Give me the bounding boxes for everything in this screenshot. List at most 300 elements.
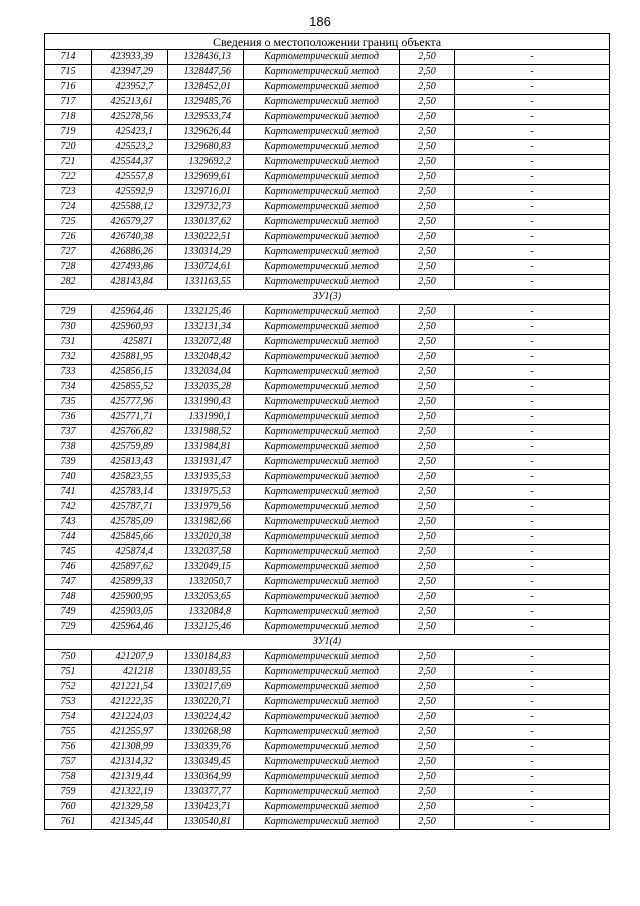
y-coordinate-cell: 1332131,34 [168, 320, 244, 335]
description-cell: - [455, 425, 610, 440]
method-cell: Картометрический метод [244, 380, 400, 395]
accuracy-cell: 2,50 [400, 620, 455, 635]
point-number-cell: 721 [45, 155, 92, 170]
method-cell: Картометрический метод [244, 230, 400, 245]
x-coordinate-cell: 425544,37 [92, 155, 168, 170]
x-coordinate-cell: 427493,86 [92, 260, 168, 275]
accuracy-cell: 2,50 [400, 260, 455, 275]
x-coordinate-cell: 425592,9 [92, 185, 168, 200]
table-row [45, 695, 610, 710]
y-coordinate-cell: 1331975,53 [168, 485, 244, 500]
accuracy-cell: 2,50 [400, 650, 455, 665]
x-coordinate-cell: 425278,56 [92, 110, 168, 125]
accuracy-cell: 2,50 [400, 305, 455, 320]
description-cell: - [455, 335, 610, 350]
method-cell: Картометрический метод [244, 350, 400, 365]
accuracy-cell: 2,50 [400, 785, 455, 800]
subsection-label: ЗУ1(3) [45, 290, 610, 305]
method-cell: Картометрический метод [244, 605, 400, 620]
y-coordinate-cell: 1331990,43 [168, 395, 244, 410]
x-coordinate-cell: 421207,9 [92, 650, 168, 665]
accuracy-cell: 2,50 [400, 815, 455, 830]
description-cell: - [455, 80, 610, 95]
point-number-cell: 752 [45, 680, 92, 695]
y-coordinate-cell: 1330540,81 [168, 815, 244, 830]
point-number-cell: 733 [45, 365, 92, 380]
accuracy-cell: 2,50 [400, 470, 455, 485]
x-coordinate-cell: 426886,26 [92, 245, 168, 260]
y-coordinate-cell: 1332048,42 [168, 350, 244, 365]
method-cell: Картометрический метод [244, 365, 400, 380]
description-cell: - [455, 770, 610, 785]
description-cell: - [455, 215, 610, 230]
method-cell: Картометрический метод [244, 785, 400, 800]
point-number-cell: 732 [45, 350, 92, 365]
table-row [45, 515, 610, 530]
accuracy-cell: 2,50 [400, 740, 455, 755]
point-number-cell: 738 [45, 440, 92, 455]
accuracy-cell: 2,50 [400, 455, 455, 470]
table-body [45, 34, 610, 830]
subsection-row [45, 290, 610, 305]
description-cell: - [455, 200, 610, 215]
table-row [45, 800, 610, 815]
accuracy-cell: 2,50 [400, 500, 455, 515]
table-row [45, 455, 610, 470]
method-cell: Картометрический метод [244, 725, 400, 740]
y-coordinate-cell: 1330220,71 [168, 695, 244, 710]
point-number-cell: 742 [45, 500, 92, 515]
description-cell: - [455, 245, 610, 260]
description-cell: - [455, 560, 610, 575]
description-cell: - [455, 140, 610, 155]
accuracy-cell: 2,50 [400, 440, 455, 455]
x-coordinate-cell: 425855,52 [92, 380, 168, 395]
method-cell: Картометрический метод [244, 470, 400, 485]
accuracy-cell: 2,50 [400, 560, 455, 575]
y-coordinate-cell: 1332020,38 [168, 530, 244, 545]
accuracy-cell: 2,50 [400, 230, 455, 245]
method-cell: Картометрический метод [244, 410, 400, 425]
description-cell: - [455, 155, 610, 170]
subsection-label: ЗУ1(4) [45, 635, 610, 650]
method-cell: Картометрический метод [244, 455, 400, 470]
description-cell: - [455, 320, 610, 335]
point-number-cell: 731 [45, 335, 92, 350]
description-cell: - [455, 755, 610, 770]
x-coordinate-cell: 425964,46 [92, 620, 168, 635]
table-row [45, 365, 610, 380]
point-number-cell: 741 [45, 485, 92, 500]
method-cell: Картометрический метод [244, 770, 400, 785]
method-cell: Картометрический метод [244, 650, 400, 665]
table-row [45, 215, 610, 230]
subsection-row [45, 635, 610, 650]
accuracy-cell: 2,50 [400, 320, 455, 335]
y-coordinate-cell: 1331982,66 [168, 515, 244, 530]
table-row [45, 200, 610, 215]
y-coordinate-cell: 1332034,04 [168, 365, 244, 380]
accuracy-cell: 2,50 [400, 725, 455, 740]
table-row [45, 620, 610, 635]
y-coordinate-cell: 1328436,13 [168, 50, 244, 65]
point-number-cell: 756 [45, 740, 92, 755]
point-number-cell: 747 [45, 575, 92, 590]
table-row [45, 545, 610, 560]
accuracy-cell: 2,50 [400, 350, 455, 365]
point-number-cell: 726 [45, 230, 92, 245]
table-row [45, 725, 610, 740]
point-number-cell: 729 [45, 620, 92, 635]
point-number-cell: 745 [45, 545, 92, 560]
accuracy-cell: 2,50 [400, 335, 455, 350]
point-number-cell: 743 [45, 515, 92, 530]
y-coordinate-cell: 1330314,29 [168, 245, 244, 260]
method-cell: Картометрический метод [244, 695, 400, 710]
method-cell: Картометрический метод [244, 500, 400, 515]
table-row [45, 650, 610, 665]
description-cell: - [455, 455, 610, 470]
x-coordinate-cell: 425787,71 [92, 500, 168, 515]
method-cell: Картометрический метод [244, 425, 400, 440]
point-number-cell: 722 [45, 170, 92, 185]
point-number-cell: 754 [45, 710, 92, 725]
x-coordinate-cell: 426740,38 [92, 230, 168, 245]
y-coordinate-cell: 1330183,55 [168, 665, 244, 680]
point-number-cell: 751 [45, 665, 92, 680]
y-coordinate-cell: 1329732,73 [168, 200, 244, 215]
description-cell: - [455, 440, 610, 455]
method-cell: Картометрический метод [244, 515, 400, 530]
y-coordinate-cell: 1332125,46 [168, 620, 244, 635]
point-number-cell: 759 [45, 785, 92, 800]
table-row [45, 395, 610, 410]
x-coordinate-cell: 425213,61 [92, 95, 168, 110]
y-coordinate-cell: 1332072,48 [168, 335, 244, 350]
method-cell: Картометрический метод [244, 200, 400, 215]
point-number-cell: 761 [45, 815, 92, 830]
y-coordinate-cell: 1331979,56 [168, 500, 244, 515]
method-cell: Картометрический метод [244, 485, 400, 500]
accuracy-cell: 2,50 [400, 410, 455, 425]
point-number-cell: 719 [45, 125, 92, 140]
accuracy-cell: 2,50 [400, 110, 455, 125]
point-number-cell: 749 [45, 605, 92, 620]
method-cell: Картометрический метод [244, 95, 400, 110]
x-coordinate-cell: 421319,44 [92, 770, 168, 785]
x-coordinate-cell: 421322,19 [92, 785, 168, 800]
accuracy-cell: 2,50 [400, 200, 455, 215]
x-coordinate-cell: 425785,09 [92, 515, 168, 530]
table-row [45, 485, 610, 500]
table-row [45, 710, 610, 725]
point-number-cell: 718 [45, 110, 92, 125]
accuracy-cell: 2,50 [400, 140, 455, 155]
y-coordinate-cell: 1330224,42 [168, 710, 244, 725]
description-cell: - [455, 680, 610, 695]
accuracy-cell: 2,50 [400, 65, 455, 80]
accuracy-cell: 2,50 [400, 425, 455, 440]
point-number-cell: 282 [45, 275, 92, 290]
method-cell: Картометрический метод [244, 560, 400, 575]
point-number-cell: 716 [45, 80, 92, 95]
method-cell: Картометрический метод [244, 665, 400, 680]
accuracy-cell: 2,50 [400, 530, 455, 545]
table-row [45, 740, 610, 755]
description-cell: - [455, 365, 610, 380]
y-coordinate-cell: 1332035,28 [168, 380, 244, 395]
description-cell: - [455, 515, 610, 530]
description-cell: - [455, 230, 610, 245]
table-row [45, 80, 610, 95]
table-title: Сведения о местоположении границ объекта [45, 34, 610, 50]
point-number-cell: 746 [45, 560, 92, 575]
point-number-cell: 714 [45, 50, 92, 65]
method-cell: Картометрический метод [244, 710, 400, 725]
point-number-cell: 735 [45, 395, 92, 410]
x-coordinate-cell: 423933,39 [92, 50, 168, 65]
point-number-cell: 725 [45, 215, 92, 230]
point-number-cell: 753 [45, 695, 92, 710]
x-coordinate-cell: 425897,62 [92, 560, 168, 575]
accuracy-cell: 2,50 [400, 50, 455, 65]
table-row [45, 785, 610, 800]
x-coordinate-cell: 425964,46 [92, 305, 168, 320]
table-row [45, 335, 610, 350]
table-row [45, 170, 610, 185]
x-coordinate-cell: 425823,55 [92, 470, 168, 485]
y-coordinate-cell: 1331935,53 [168, 470, 244, 485]
table-row [45, 185, 610, 200]
y-coordinate-cell: 1331931,47 [168, 455, 244, 470]
y-coordinate-cell: 1328452,01 [168, 80, 244, 95]
y-coordinate-cell: 1328447,56 [168, 65, 244, 80]
description-cell: - [455, 740, 610, 755]
method-cell: Картометрический метод [244, 125, 400, 140]
table-row [45, 575, 610, 590]
table-row [45, 260, 610, 275]
y-coordinate-cell: 1330377,77 [168, 785, 244, 800]
x-coordinate-cell: 421224,03 [92, 710, 168, 725]
point-number-cell: 755 [45, 725, 92, 740]
y-coordinate-cell: 1332125,46 [168, 305, 244, 320]
method-cell: Картометрический метод [244, 335, 400, 350]
table-row [45, 140, 610, 155]
table-row [45, 65, 610, 80]
x-coordinate-cell: 425960,93 [92, 320, 168, 335]
x-coordinate-cell: 423952,7 [92, 80, 168, 95]
x-coordinate-cell: 425881,95 [92, 350, 168, 365]
table-row [45, 590, 610, 605]
table-row [45, 155, 610, 170]
x-coordinate-cell: 425845,66 [92, 530, 168, 545]
y-coordinate-cell: 1332084,8 [168, 605, 244, 620]
description-cell: - [455, 380, 610, 395]
x-coordinate-cell: 421221,54 [92, 680, 168, 695]
description-cell: - [455, 815, 610, 830]
description-cell: - [455, 485, 610, 500]
table-row [45, 470, 610, 485]
table-row [45, 320, 610, 335]
description-cell: - [455, 605, 610, 620]
method-cell: Картометрический метод [244, 590, 400, 605]
y-coordinate-cell: 1332050,7 [168, 575, 244, 590]
y-coordinate-cell: 1329692,2 [168, 155, 244, 170]
accuracy-cell: 2,50 [400, 545, 455, 560]
x-coordinate-cell: 421345,44 [92, 815, 168, 830]
y-coordinate-cell: 1332037,58 [168, 545, 244, 560]
description-cell: - [455, 260, 610, 275]
method-cell: Картометрический метод [244, 155, 400, 170]
method-cell: Картометрический метод [244, 50, 400, 65]
x-coordinate-cell: 425783,14 [92, 485, 168, 500]
x-coordinate-cell: 425523,2 [92, 140, 168, 155]
x-coordinate-cell: 425771,71 [92, 410, 168, 425]
y-coordinate-cell: 1329626,44 [168, 125, 244, 140]
accuracy-cell: 2,50 [400, 155, 455, 170]
description-cell: - [455, 665, 610, 680]
x-coordinate-cell: 421255,97 [92, 725, 168, 740]
description-cell: - [455, 110, 610, 125]
method-cell: Картометрический метод [244, 440, 400, 455]
description-cell: - [455, 275, 610, 290]
method-cell: Картометрический метод [244, 80, 400, 95]
accuracy-cell: 2,50 [400, 575, 455, 590]
table-row [45, 605, 610, 620]
accuracy-cell: 2,50 [400, 395, 455, 410]
method-cell: Картометрический метод [244, 170, 400, 185]
method-cell: Картометрический метод [244, 545, 400, 560]
table-row [45, 110, 610, 125]
method-cell: Картометрический метод [244, 305, 400, 320]
y-coordinate-cell: 1330423,71 [168, 800, 244, 815]
y-coordinate-cell: 1331990,1 [168, 410, 244, 425]
description-cell: - [455, 350, 610, 365]
accuracy-cell: 2,50 [400, 710, 455, 725]
accuracy-cell: 2,50 [400, 770, 455, 785]
table-row [45, 440, 610, 455]
method-cell: Картометрический метод [244, 755, 400, 770]
point-number-cell: 715 [45, 65, 92, 80]
y-coordinate-cell: 1330724,61 [168, 260, 244, 275]
y-coordinate-cell: 1330268,98 [168, 725, 244, 740]
table-row [45, 560, 610, 575]
x-coordinate-cell: 425588,12 [92, 200, 168, 215]
description-cell: - [455, 170, 610, 185]
x-coordinate-cell: 425874,4 [92, 545, 168, 560]
accuracy-cell: 2,50 [400, 605, 455, 620]
point-number-cell: 734 [45, 380, 92, 395]
accuracy-cell: 2,50 [400, 215, 455, 230]
x-coordinate-cell: 421308,99 [92, 740, 168, 755]
accuracy-cell: 2,50 [400, 665, 455, 680]
page-number: 186 [309, 14, 331, 29]
table-row [45, 275, 610, 290]
accuracy-cell: 2,50 [400, 515, 455, 530]
description-cell: - [455, 470, 610, 485]
method-cell: Картометрический метод [244, 245, 400, 260]
x-coordinate-cell: 425903,05 [92, 605, 168, 620]
point-number-cell: 758 [45, 770, 92, 785]
accuracy-cell: 2,50 [400, 380, 455, 395]
method-cell: Картометрический метод [244, 260, 400, 275]
y-coordinate-cell: 1329533,74 [168, 110, 244, 125]
table-title-row [45, 34, 610, 50]
accuracy-cell: 2,50 [400, 80, 455, 95]
description-cell: - [455, 500, 610, 515]
table-row [45, 665, 610, 680]
x-coordinate-cell: 421222,35 [92, 695, 168, 710]
x-coordinate-cell: 425813,43 [92, 455, 168, 470]
point-number-cell: 737 [45, 425, 92, 440]
y-coordinate-cell: 1331988,52 [168, 425, 244, 440]
method-cell: Картометрический метод [244, 215, 400, 230]
accuracy-cell: 2,50 [400, 245, 455, 260]
boundary-coordinates-table [44, 33, 610, 830]
y-coordinate-cell: 1330184,83 [168, 650, 244, 665]
description-cell: - [455, 305, 610, 320]
x-coordinate-cell: 421314,32 [92, 755, 168, 770]
y-coordinate-cell: 1329680,83 [168, 140, 244, 155]
point-number-cell: 720 [45, 140, 92, 155]
point-number-cell: 729 [45, 305, 92, 320]
table-row [45, 380, 610, 395]
y-coordinate-cell: 1329699,61 [168, 170, 244, 185]
x-coordinate-cell: 423947,29 [92, 65, 168, 80]
point-number-cell: 750 [45, 650, 92, 665]
x-coordinate-cell: 425899,33 [92, 575, 168, 590]
description-cell: - [455, 410, 610, 425]
method-cell: Картометрический метод [244, 140, 400, 155]
method-cell: Картометрический метод [244, 275, 400, 290]
x-coordinate-cell: 428143,84 [92, 275, 168, 290]
x-coordinate-cell: 425871 [92, 335, 168, 350]
method-cell: Картометрический метод [244, 65, 400, 80]
y-coordinate-cell: 1330222,51 [168, 230, 244, 245]
description-cell: - [455, 65, 610, 80]
description-cell: - [455, 50, 610, 65]
description-cell: - [455, 800, 610, 815]
point-number-cell: 740 [45, 470, 92, 485]
point-number-cell: 744 [45, 530, 92, 545]
y-coordinate-cell: 1330217,69 [168, 680, 244, 695]
point-number-cell: 724 [45, 200, 92, 215]
x-coordinate-cell: 425423,1 [92, 125, 168, 140]
point-number-cell: 760 [45, 800, 92, 815]
y-coordinate-cell: 1331163,55 [168, 275, 244, 290]
point-number-cell: 717 [45, 95, 92, 110]
method-cell: Картометрический метод [244, 740, 400, 755]
method-cell: Картометрический метод [244, 110, 400, 125]
point-number-cell: 727 [45, 245, 92, 260]
point-number-cell: 723 [45, 185, 92, 200]
point-number-cell: 739 [45, 455, 92, 470]
description-cell: - [455, 95, 610, 110]
description-cell: - [455, 620, 610, 635]
accuracy-cell: 2,50 [400, 695, 455, 710]
accuracy-cell: 2,50 [400, 185, 455, 200]
description-cell: - [455, 785, 610, 800]
y-coordinate-cell: 1330137,62 [168, 215, 244, 230]
table-row [45, 410, 610, 425]
description-cell: - [455, 575, 610, 590]
table-row [45, 755, 610, 770]
table-row [45, 50, 610, 65]
x-coordinate-cell: 425900,95 [92, 590, 168, 605]
description-cell: - [455, 710, 610, 725]
accuracy-cell: 2,50 [400, 755, 455, 770]
method-cell: Картометрический метод [244, 800, 400, 815]
